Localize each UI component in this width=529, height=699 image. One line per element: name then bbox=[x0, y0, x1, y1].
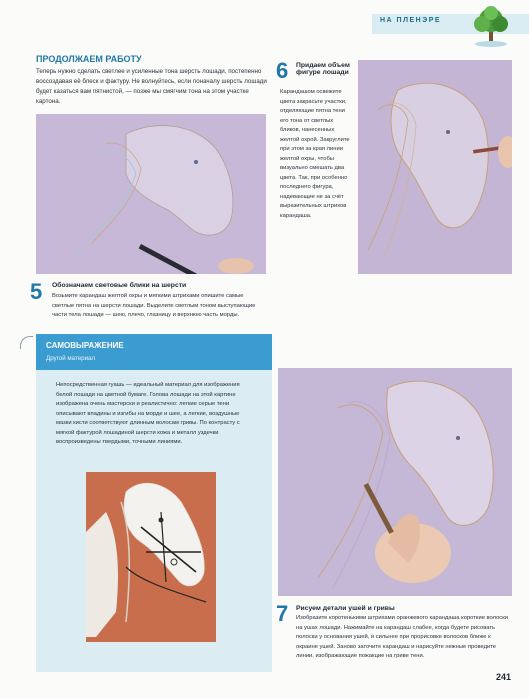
step-7-photo bbox=[278, 368, 512, 596]
step-7-body: Изобразите коротенькими штрихами оранжевого карандаша короткие волоски на ушах лошади. Нажимайте на карандаш слабее, когда будете рисовать полоски у основания ушей, и сильнее при прорисовке волосков ближе к окраине ушей. Заново заточите карандаш и нарисуйте нежные проведите линии, изображающие пожакцие на гриве тени. bbox=[296, 615, 508, 659]
step-7-title: Рисуем детали ушей и гривы bbox=[296, 605, 395, 612]
step-6-body: Карандашом освежите цвета закрасьте участки, отделяющие пятна тени его тона от светлых бликов, нанесенных желтой охрой. Закруглите при этом за края линии желтой охры, чтобы визуально смешать два цвета. Так, при особенно последнего фигура, надевающие не за счёт выразительных штрихов карандаша. bbox=[280, 89, 350, 219]
section-header-label: НА ПЛЕНЭРЕ bbox=[380, 17, 442, 24]
intro-paragraph: Теперь нужно сделать светлее и усиленные тона шерсть лошади, постепенно воссоздавая её блеск и фактуру. Не волнуйтесь, если поначалу шерсть лошади будет казаться вам пятнистой, — позже мы смягчим тона на этом участке картона. bbox=[36, 68, 267, 105]
step-5-title: Обозначаем световые блики на шерсти bbox=[52, 282, 187, 289]
gouache-horse-painting bbox=[86, 472, 216, 642]
side-panel-text: Непосредственная гуашь — идеальный материал для изображения белой лошади на цветной бумаге. Голова лошади на этой картине изображена очень мастерски и реалистично: легкие серые тени описывают впадины и изгибы на морде и шее, а легкие, воздушные мазки кисти соответствуют длинным волосам гривы. По контрасту с мягкой фактурой лошадиной шерсти кожа и металл уздечки воспроизведены твердыми, точными линиями. bbox=[56, 382, 240, 445]
corner-hook bbox=[20, 336, 33, 349]
page-number: 241 bbox=[496, 672, 512, 682]
step-7-number: 7 bbox=[276, 601, 289, 626]
side-panel-header bbox=[36, 334, 272, 370]
side-panel-title: САМОВЫРАЖЕНИЕ bbox=[46, 341, 124, 350]
section-title: ПРОДОЛЖАЕМ РАБОТУ bbox=[36, 54, 142, 64]
step-6-photo bbox=[358, 60, 512, 274]
step-5-body: Возьмите карандаш желтой охры и мягкими штрихами опишите самые светлые пятна на шерсти лошади. Выделите светлым тоном выступающие части тела лошади — шею, плечо, глазницу и верхнюю часть морды. bbox=[52, 293, 256, 318]
step-5-photo bbox=[36, 114, 266, 274]
step-6-title: Придаем объем фигуре лошади bbox=[296, 62, 350, 76]
step-6-number: 6 bbox=[276, 58, 289, 83]
step-5-number: 5 bbox=[30, 279, 43, 304]
tree-icon bbox=[470, 4, 512, 48]
side-panel-subtitle: Другой материал bbox=[46, 355, 96, 362]
